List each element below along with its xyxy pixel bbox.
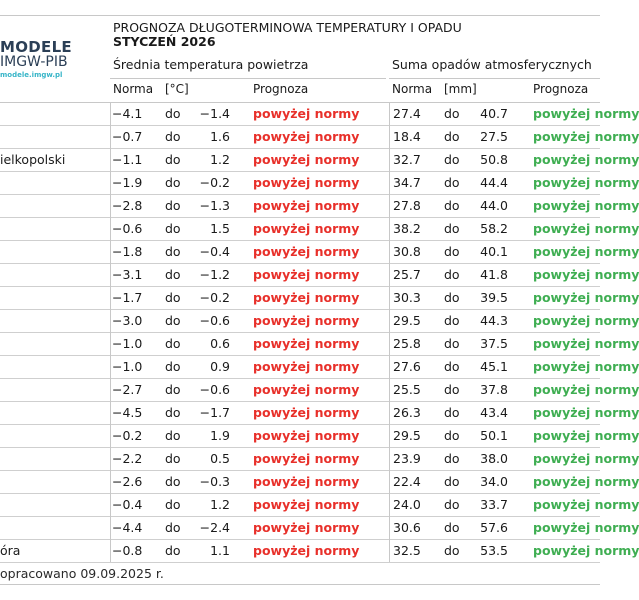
prec-range-separator: do <box>444 474 460 489</box>
prepared-date: opracowano 09.09.2025 r. <box>0 566 164 581</box>
prec-range-separator: do <box>444 359 460 374</box>
prec-forecast-value: powyżej normy <box>533 474 639 489</box>
prec-norm-max: 37.5 <box>480 336 508 351</box>
prec-norm-min: 29.5 <box>393 313 421 328</box>
temp-norm-min: −0.6 <box>112 221 143 236</box>
prec-norm-max: 44.0 <box>480 198 508 213</box>
temp-forecast-value: powyżej normy <box>253 497 360 512</box>
temp-forecast-value: powyżej normy <box>253 359 360 374</box>
temp-norm-min: −2.6 <box>112 474 143 489</box>
prec-norm-min: 30.8 <box>393 244 421 259</box>
table-row <box>0 309 639 333</box>
prec-range-separator: do <box>444 106 460 121</box>
temp-forecast-value: powyżej normy <box>253 198 360 213</box>
prec-forecast-value: powyżej normy <box>533 221 639 236</box>
prec-forecast-value: powyżej normy <box>533 152 639 167</box>
temp-norm-max: −0.2 <box>199 290 230 305</box>
prec-range-separator: do <box>444 198 460 213</box>
table-row <box>0 355 639 379</box>
temp-norm-max: −0.4 <box>199 244 230 259</box>
prec-norm-min: 32.7 <box>393 152 421 167</box>
temp-range-separator: do <box>165 497 181 512</box>
prec-range-separator: do <box>444 175 460 190</box>
prec-norm-max: 38.0 <box>480 451 508 466</box>
prec-unit-header: [mm] <box>444 82 477 96</box>
prec-range-separator: do <box>444 221 460 236</box>
temp-forecast-value: powyżej normy <box>253 428 360 443</box>
prec-forecast-value: powyżej normy <box>533 497 639 512</box>
prec-norm-max: 53.5 <box>480 543 508 558</box>
temp-norm-min: −4.1 <box>112 106 143 121</box>
prec-norm-min: 23.9 <box>393 451 421 466</box>
prec-forecast-value: powyżej normy <box>533 428 639 443</box>
table-row <box>0 263 639 287</box>
prec-norm-header: Norma <box>392 82 433 96</box>
prec-norm-min: 34.7 <box>393 175 421 190</box>
prec-forecast-value: powyżej normy <box>533 336 639 351</box>
prec-norm-max: 44.4 <box>480 175 508 190</box>
temp-forecast-value: powyżej normy <box>253 313 360 328</box>
prec-forecast-value: powyżej normy <box>533 106 639 121</box>
temp-norm-max: 0.6 <box>210 336 230 351</box>
prec-norm-min: 27.8 <box>393 198 421 213</box>
temp-norm-min: −1.0 <box>112 359 143 374</box>
temp-forecast-value: powyżej normy <box>253 543 360 558</box>
temp-norm-max: −0.6 <box>199 382 230 397</box>
prec-norm-max: 44.3 <box>480 313 508 328</box>
temp-norm-min: −0.4 <box>112 497 143 512</box>
temp-range-separator: do <box>165 175 181 190</box>
temp-norm-max: −0.3 <box>199 474 230 489</box>
temp-norm-max: 1.1 <box>210 543 230 558</box>
temp-norm-max: −0.6 <box>199 313 230 328</box>
temp-range-separator: do <box>165 428 181 443</box>
prec-forecast-value: powyżej normy <box>533 520 639 535</box>
prec-norm-max: 45.1 <box>480 359 508 374</box>
temp-norm-min: −2.7 <box>112 382 143 397</box>
prec-norm-min: 24.0 <box>393 497 421 512</box>
temp-forecast-value: powyżej normy <box>253 405 360 420</box>
temp-norm-max: 1.6 <box>210 129 230 144</box>
prec-norm-min: 26.3 <box>393 405 421 420</box>
prec-norm-max: 57.6 <box>480 520 508 535</box>
prec-norm-max: 43.4 <box>480 405 508 420</box>
prec-forecast-value: powyżej normy <box>533 129 639 144</box>
prec-forecast-header: Prognoza <box>533 82 589 96</box>
table-row <box>0 447 639 471</box>
prec-norm-max: 41.8 <box>480 267 508 282</box>
prec-norm-max: 50.1 <box>480 428 508 443</box>
table-row <box>0 424 639 448</box>
prec-norm-min: 32.5 <box>393 543 421 558</box>
temp-norm-max: −1.4 <box>199 106 230 121</box>
prec-range-separator: do <box>444 336 460 351</box>
temp-norm-max: −1.2 <box>199 267 230 282</box>
temp-forecast-header: Prognoza <box>253 82 309 96</box>
forecast-period: STYCZEŃ 2026 <box>113 34 216 49</box>
temp-range-separator: do <box>165 152 181 167</box>
temp-norm-max: −0.2 <box>199 175 230 190</box>
prec-forecast-value: powyżej normy <box>533 267 639 282</box>
prec-range-separator: do <box>444 405 460 420</box>
prec-range-separator: do <box>444 382 460 397</box>
temp-norm-min: −4.5 <box>112 405 143 420</box>
group-column-divider <box>389 102 390 562</box>
temp-norm-min: −0.7 <box>112 129 143 144</box>
temp-forecast-value: powyżej normy <box>253 221 360 236</box>
temp-norm-min: −3.1 <box>112 267 143 282</box>
prec-forecast-value: powyżej normy <box>533 175 639 190</box>
prec-norm-max: 34.0 <box>480 474 508 489</box>
table-row <box>0 378 639 402</box>
prec-forecast-value: powyżej normy <box>533 543 639 558</box>
table-row <box>0 171 639 195</box>
temp-range-separator: do <box>165 451 181 466</box>
top-divider <box>0 15 600 16</box>
temp-norm-min: −0.2 <box>112 428 143 443</box>
prec-range-separator: do <box>444 520 460 535</box>
logo-line-3: modele.imgw.pl <box>0 71 63 79</box>
prec-norm-min: 25.8 <box>393 336 421 351</box>
page-title: PROGNOZA DŁUGOTERMINOWA TEMPERATURY I OPADU <box>113 20 462 35</box>
temp-range-separator: do <box>165 359 181 374</box>
table-row <box>0 217 639 241</box>
prec-range-separator: do <box>444 267 460 282</box>
prec-norm-max: 50.8 <box>480 152 508 167</box>
prec-norm-max: 40.7 <box>480 106 508 121</box>
prec-range-separator: do <box>444 152 460 167</box>
prec-norm-max: 40.1 <box>480 244 508 259</box>
prec-range-separator: do <box>444 497 460 512</box>
temp-norm-max: 0.9 <box>210 359 230 374</box>
temp-norm-min: −1.8 <box>112 244 143 259</box>
prec-norm-min: 30.6 <box>393 520 421 535</box>
temp-range-separator: do <box>165 474 181 489</box>
prec-range-separator: do <box>444 290 460 305</box>
table-row <box>0 493 639 517</box>
prec-norm-min: 38.2 <box>393 221 421 236</box>
temp-norm-max: 1.2 <box>210 497 230 512</box>
logo-line-1: MODELE <box>0 38 72 56</box>
temp-forecast-value: powyżej normy <box>253 290 360 305</box>
temp-norm-max: −1.7 <box>199 405 230 420</box>
temp-norm-min: −1.9 <box>112 175 143 190</box>
temp-forecast-value: powyżej normy <box>253 152 360 167</box>
temp-forecast-value: powyżej normy <box>253 451 360 466</box>
prec-norm-min: 27.4 <box>393 106 421 121</box>
temp-norm-max: 1.2 <box>210 152 230 167</box>
prec-norm-min: 25.7 <box>393 267 421 282</box>
temp-forecast-value: powyżej normy <box>253 244 360 259</box>
table-row <box>0 539 639 563</box>
prec-forecast-value: powyżej normy <box>533 359 639 374</box>
bottom-divider <box>0 584 600 585</box>
precipitation-group-header: Suma opadów atmosferycznych <box>392 57 592 72</box>
temperature-group-header: Średnia temperatura powietrza <box>113 57 309 72</box>
temp-range-separator: do <box>165 129 181 144</box>
temp-norm-min: −3.0 <box>112 313 143 328</box>
temp-range-separator: do <box>165 106 181 121</box>
prec-norm-min: 27.6 <box>393 359 421 374</box>
temp-norm-min: −2.8 <box>112 198 143 213</box>
table-row <box>0 286 639 310</box>
temp-range-separator: do <box>165 543 181 558</box>
prec-range-separator: do <box>444 129 460 144</box>
prec-range-separator: do <box>444 451 460 466</box>
prec-norm-max: 58.2 <box>480 221 508 236</box>
table-row <box>0 125 639 149</box>
temp-unit-header: [°C] <box>165 82 189 96</box>
prec-forecast-value: powyżej normy <box>533 244 639 259</box>
temp-norm-min: −0.8 <box>112 543 143 558</box>
temp-range-separator: do <box>165 290 181 305</box>
imgw-logo <box>0 40 80 80</box>
prec-forecast-value: powyżej normy <box>533 451 639 466</box>
prec-norm-max: 37.8 <box>480 382 508 397</box>
prec-forecast-value: powyżej normy <box>533 313 639 328</box>
temp-norm-min: −1.0 <box>112 336 143 351</box>
prec-range-separator: do <box>444 428 460 443</box>
temp-range-separator: do <box>165 520 181 535</box>
temp-range-separator: do <box>165 382 181 397</box>
region-column-divider <box>110 102 111 562</box>
prec-norm-min: 22.4 <box>393 474 421 489</box>
temp-forecast-value: powyżej normy <box>253 106 360 121</box>
temp-forecast-value: powyżej normy <box>253 129 360 144</box>
prec-norm-min: 30.3 <box>393 290 421 305</box>
temp-range-separator: do <box>165 405 181 420</box>
temp-norm-min: −4.4 <box>112 520 143 535</box>
temp-norm-max: 1.5 <box>210 221 230 236</box>
temp-norm-min: −1.1 <box>112 152 143 167</box>
prec-norm-min: 25.5 <box>393 382 421 397</box>
prec-range-separator: do <box>444 313 460 328</box>
temp-norm-header: Norma <box>113 82 154 96</box>
temp-norm-max: 0.5 <box>210 451 230 466</box>
temp-range-separator: do <box>165 221 181 236</box>
prec-norm-min: 29.5 <box>393 428 421 443</box>
temp-forecast-value: powyżej normy <box>253 336 360 351</box>
table-row <box>0 470 639 494</box>
temp-norm-max: −1.3 <box>199 198 230 213</box>
table-row <box>0 240 639 264</box>
table-row <box>0 516 639 540</box>
table-row <box>0 401 639 425</box>
region-name: ielkopolski <box>0 152 66 167</box>
temp-forecast-value: powyżej normy <box>253 474 360 489</box>
temperature-group-underline <box>110 78 386 79</box>
temp-forecast-value: powyżej normy <box>253 520 360 535</box>
prec-forecast-value: powyżej normy <box>533 382 639 397</box>
table-row <box>0 332 639 356</box>
temp-range-separator: do <box>165 336 181 351</box>
temp-range-separator: do <box>165 267 181 282</box>
prec-norm-max: 33.7 <box>480 497 508 512</box>
prec-forecast-value: powyżej normy <box>533 198 639 213</box>
temp-forecast-value: powyżej normy <box>253 175 360 190</box>
temp-norm-min: −2.2 <box>112 451 143 466</box>
region-name: óra <box>0 543 21 558</box>
temp-range-separator: do <box>165 313 181 328</box>
prec-norm-max: 27.5 <box>480 129 508 144</box>
temp-norm-min: −1.7 <box>112 290 143 305</box>
prec-range-separator: do <box>444 543 460 558</box>
table-row <box>0 148 639 172</box>
temp-norm-max: −2.4 <box>199 520 230 535</box>
prec-norm-max: 39.5 <box>480 290 508 305</box>
temp-norm-max: 1.9 <box>210 428 230 443</box>
precipitation-group-underline <box>389 78 600 79</box>
temp-range-separator: do <box>165 198 181 213</box>
table-row <box>0 194 639 218</box>
prec-forecast-value: powyżej normy <box>533 405 639 420</box>
logo-line-2: IMGW-PIB <box>0 54 68 70</box>
prec-range-separator: do <box>444 244 460 259</box>
temp-forecast-value: powyżej normy <box>253 267 360 282</box>
prec-norm-min: 18.4 <box>393 129 421 144</box>
temp-range-separator: do <box>165 244 181 259</box>
temp-forecast-value: powyżej normy <box>253 382 360 397</box>
prec-forecast-value: powyżej normy <box>533 290 639 305</box>
table-row <box>0 102 639 126</box>
